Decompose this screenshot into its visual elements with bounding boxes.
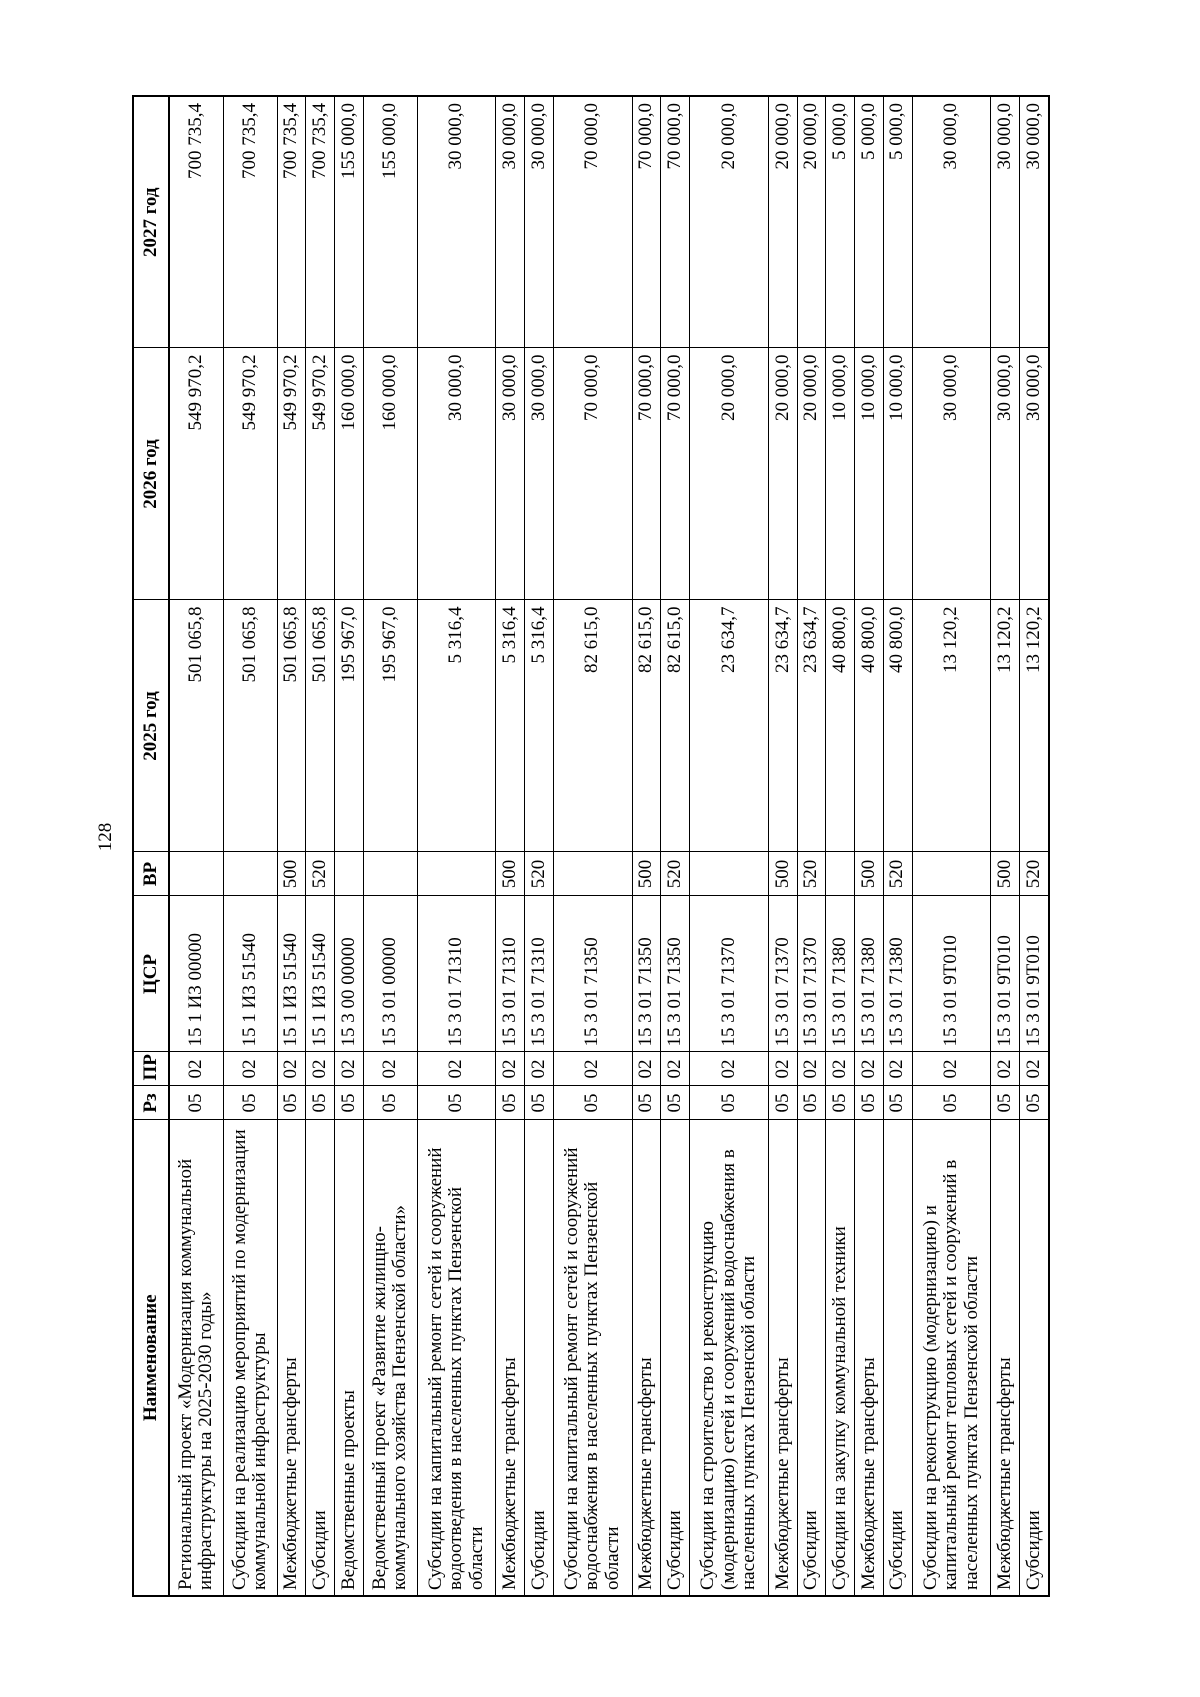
cell-rz: 05 bbox=[855, 1086, 884, 1120]
cell-2025: 13 120,2 bbox=[1020, 600, 1049, 852]
cell-2027: 700 735,4 bbox=[223, 96, 277, 348]
cell-vr bbox=[335, 852, 364, 896]
cell-2027: 155 000,0 bbox=[335, 96, 364, 348]
cell-rz: 05 bbox=[632, 1086, 661, 1120]
cell-2025: 40 800,0 bbox=[855, 600, 884, 852]
cell-rz: 05 bbox=[277, 1086, 306, 1120]
cell-pr: 02 bbox=[169, 1052, 223, 1086]
cell-2027: 155 000,0 bbox=[363, 96, 417, 348]
cell-name: Субсидии на закупку коммунальной техники bbox=[826, 1120, 855, 1596]
cell-vr: 500 bbox=[991, 852, 1020, 896]
cell-2026: 549 970,2 bbox=[223, 348, 277, 600]
cell-name: Субсидии bbox=[883, 1120, 912, 1596]
cell-2027: 700 735,4 bbox=[277, 96, 306, 348]
table-row bbox=[991, 96, 1020, 1596]
cell-name: Региональный проект «Модернизация коммунальной инфраструктуры на 2025-2030 годы» bbox=[169, 1120, 223, 1596]
cell-pr: 02 bbox=[335, 1052, 364, 1086]
cell-csr: 15 3 01 71310 bbox=[496, 896, 525, 1052]
cell-2025: 5 316,4 bbox=[417, 600, 496, 852]
cell-csr: 15 3 00 00000 bbox=[335, 896, 364, 1052]
cell-vr: 520 bbox=[525, 852, 554, 896]
cell-name: Субсидии на реализацию мероприятий по модернизации коммунальной инфраструктуры bbox=[223, 1120, 277, 1596]
cell-vr bbox=[912, 852, 991, 896]
cell-2026: 549 970,2 bbox=[169, 348, 223, 600]
cell-2027: 30 000,0 bbox=[417, 96, 496, 348]
cell-vr: 520 bbox=[1020, 852, 1049, 896]
cell-vr: 520 bbox=[883, 852, 912, 896]
cell-name: Субсидии bbox=[306, 1120, 335, 1596]
cell-2027: 20 000,0 bbox=[797, 96, 826, 348]
cell-2025: 13 120,2 bbox=[912, 600, 991, 852]
cell-rz: 05 bbox=[525, 1086, 554, 1120]
cell-csr: 15 1 И3 00000 bbox=[169, 896, 223, 1052]
cell-csr: 15 3 01 71370 bbox=[768, 896, 797, 1052]
cell-name: Межбюджетные трансферты bbox=[991, 1120, 1020, 1596]
cell-pr: 02 bbox=[991, 1052, 1020, 1086]
cell-csr: 15 3 01 71310 bbox=[417, 896, 496, 1052]
cell-2025: 5 316,4 bbox=[496, 600, 525, 852]
cell-pr: 02 bbox=[768, 1052, 797, 1086]
cell-rz: 05 bbox=[335, 1086, 364, 1120]
cell-2025: 195 967,0 bbox=[363, 600, 417, 852]
cell-rz: 05 bbox=[1020, 1086, 1049, 1120]
cell-2026: 549 970,2 bbox=[277, 348, 306, 600]
cell-name: Субсидии bbox=[1020, 1120, 1049, 1596]
cell-rz: 05 bbox=[661, 1086, 690, 1120]
cell-csr: 15 1 И3 51540 bbox=[277, 896, 306, 1052]
cell-2027: 20 000,0 bbox=[690, 96, 769, 348]
cell-pr: 02 bbox=[223, 1052, 277, 1086]
cell-name: Ведомственный проект «Развитие жилищно-коммунального хозяйства Пензенской области» bbox=[363, 1120, 417, 1596]
column-header-csr: ЦСР bbox=[133, 896, 169, 1052]
cell-name: Межбюджетные трансферты bbox=[768, 1120, 797, 1596]
cell-vr bbox=[553, 852, 632, 896]
table-row bbox=[335, 96, 364, 1596]
cell-csr: 15 3 01 9Т010 bbox=[991, 896, 1020, 1052]
cell-csr: 15 3 01 00000 bbox=[363, 896, 417, 1052]
table-row bbox=[363, 96, 417, 1596]
cell-2027: 5 000,0 bbox=[826, 96, 855, 348]
cell-name: Субсидии на реконструкцию (модернизацию) и капитальный ремонт тепловых сетей и сооружений в населенных пунктах Пензенской области bbox=[912, 1120, 991, 1596]
table-row bbox=[1020, 96, 1049, 1596]
cell-2025: 501 065,8 bbox=[223, 600, 277, 852]
cell-pr: 02 bbox=[883, 1052, 912, 1086]
cell-rz: 05 bbox=[553, 1086, 632, 1120]
cell-rz: 05 bbox=[417, 1086, 496, 1120]
cell-pr: 02 bbox=[855, 1052, 884, 1086]
cell-csr: 15 3 01 9Т010 bbox=[1020, 896, 1049, 1052]
cell-2027: 700 735,4 bbox=[169, 96, 223, 348]
table-row bbox=[768, 96, 797, 1596]
cell-2025: 13 120,2 bbox=[991, 600, 1020, 852]
cell-vr: 520 bbox=[797, 852, 826, 896]
budget-table-container bbox=[132, 97, 1050, 1597]
cell-name: Субсидии bbox=[661, 1120, 690, 1596]
cell-rz: 05 bbox=[496, 1086, 525, 1120]
cell-2027: 70 000,0 bbox=[553, 96, 632, 348]
column-header-pr: ПР bbox=[133, 1052, 169, 1086]
cell-2027: 5 000,0 bbox=[883, 96, 912, 348]
cell-2027: 30 000,0 bbox=[991, 96, 1020, 348]
table-row bbox=[277, 96, 306, 1596]
table-row bbox=[855, 96, 884, 1596]
table-row bbox=[417, 96, 496, 1596]
cell-2025: 23 634,7 bbox=[768, 600, 797, 852]
cell-pr: 02 bbox=[1020, 1052, 1049, 1086]
cell-2026: 30 000,0 bbox=[417, 348, 496, 600]
cell-2025: 501 065,8 bbox=[277, 600, 306, 852]
table-row bbox=[525, 96, 554, 1596]
column-header-2025: 2025 год bbox=[133, 600, 169, 852]
cell-name: Субсидии на строительство и реконструкцию (модернизацию) сетей и сооружений водоснабжения в населенных пунктах Пензенской области bbox=[690, 1120, 769, 1596]
cell-csr: 15 3 01 71380 bbox=[883, 896, 912, 1052]
cell-2026: 160 000,0 bbox=[363, 348, 417, 600]
table-row bbox=[553, 96, 632, 1596]
cell-name: Межбюджетные трансферты bbox=[496, 1120, 525, 1596]
cell-pr: 02 bbox=[496, 1052, 525, 1086]
cell-2026: 30 000,0 bbox=[525, 348, 554, 600]
cell-rz: 05 bbox=[991, 1086, 1020, 1120]
cell-2025: 23 634,7 bbox=[797, 600, 826, 852]
cell-pr: 02 bbox=[417, 1052, 496, 1086]
cell-2027: 30 000,0 bbox=[496, 96, 525, 348]
cell-vr bbox=[826, 852, 855, 896]
cell-rz: 05 bbox=[883, 1086, 912, 1120]
cell-pr: 02 bbox=[690, 1052, 769, 1086]
table-row bbox=[797, 96, 826, 1596]
budget-table bbox=[132, 95, 1050, 1597]
cell-rz: 05 bbox=[690, 1086, 769, 1120]
cell-2026: 30 000,0 bbox=[1020, 348, 1049, 600]
cell-2025: 82 615,0 bbox=[632, 600, 661, 852]
cell-vr bbox=[690, 852, 769, 896]
cell-pr: 02 bbox=[632, 1052, 661, 1086]
cell-rz: 05 bbox=[363, 1086, 417, 1120]
cell-rz: 05 bbox=[306, 1086, 335, 1120]
cell-csr: 15 1 И3 51540 bbox=[306, 896, 335, 1052]
cell-rz: 05 bbox=[223, 1086, 277, 1120]
cell-pr: 02 bbox=[363, 1052, 417, 1086]
cell-pr: 02 bbox=[661, 1052, 690, 1086]
cell-pr: 02 bbox=[553, 1052, 632, 1086]
cell-csr: 15 3 01 71350 bbox=[553, 896, 632, 1052]
page-number: 128 bbox=[95, 822, 116, 852]
cell-2026: 549 970,2 bbox=[306, 348, 335, 600]
cell-2025: 501 065,8 bbox=[169, 600, 223, 852]
cell-2026: 10 000,0 bbox=[883, 348, 912, 600]
cell-2025: 40 800,0 bbox=[826, 600, 855, 852]
column-header-2027: 2027 год bbox=[133, 96, 169, 348]
cell-2026: 20 000,0 bbox=[797, 348, 826, 600]
cell-name: Субсидии на капитальный ремонт сетей и сооружений водоотведения в населенных пунктах Пензенской области bbox=[417, 1120, 496, 1596]
cell-2026: 10 000,0 bbox=[826, 348, 855, 600]
cell-2026: 160 000,0 bbox=[335, 348, 364, 600]
cell-name: Межбюджетные трансферты bbox=[632, 1120, 661, 1596]
cell-vr: 520 bbox=[661, 852, 690, 896]
cell-rz: 05 bbox=[797, 1086, 826, 1120]
cell-2027: 20 000,0 bbox=[768, 96, 797, 348]
cell-2026: 10 000,0 bbox=[855, 348, 884, 600]
cell-vr: 500 bbox=[277, 852, 306, 896]
cell-rz: 05 bbox=[768, 1086, 797, 1120]
cell-vr: 500 bbox=[855, 852, 884, 896]
cell-csr: 15 3 01 71380 bbox=[855, 896, 884, 1052]
cell-2026: 30 000,0 bbox=[991, 348, 1020, 600]
table-body bbox=[169, 96, 1049, 1596]
cell-2025: 501 065,8 bbox=[306, 600, 335, 852]
table-row bbox=[632, 96, 661, 1596]
column-header-vr: ВР bbox=[133, 852, 169, 896]
cell-csr: 15 3 01 71370 bbox=[797, 896, 826, 1052]
cell-2026: 30 000,0 bbox=[912, 348, 991, 600]
cell-vr bbox=[223, 852, 277, 896]
cell-vr: 500 bbox=[496, 852, 525, 896]
cell-vr: 520 bbox=[306, 852, 335, 896]
cell-pr: 02 bbox=[826, 1052, 855, 1086]
cell-2027: 70 000,0 bbox=[632, 96, 661, 348]
cell-csr: 15 3 01 71370 bbox=[690, 896, 769, 1052]
table-row bbox=[912, 96, 991, 1596]
cell-2025: 5 316,4 bbox=[525, 600, 554, 852]
cell-2025: 40 800,0 bbox=[883, 600, 912, 852]
cell-rz: 05 bbox=[912, 1086, 991, 1120]
cell-name: Межбюджетные трансферты bbox=[277, 1120, 306, 1596]
cell-name: Ведомственные проекты bbox=[335, 1120, 364, 1596]
cell-2027: 700 735,4 bbox=[306, 96, 335, 348]
cell-2025: 23 634,7 bbox=[690, 600, 769, 852]
cell-2026: 70 000,0 bbox=[553, 348, 632, 600]
cell-csr: 15 3 01 71350 bbox=[632, 896, 661, 1052]
cell-csr: 15 3 01 71310 bbox=[525, 896, 554, 1052]
cell-pr: 02 bbox=[797, 1052, 826, 1086]
cell-2026: 30 000,0 bbox=[496, 348, 525, 600]
cell-2026: 20 000,0 bbox=[690, 348, 769, 600]
cell-vr bbox=[363, 852, 417, 896]
table-row bbox=[690, 96, 769, 1596]
cell-csr: 15 3 01 71380 bbox=[826, 896, 855, 1052]
table-header-row bbox=[133, 96, 169, 1596]
table-row bbox=[496, 96, 525, 1596]
cell-rz: 05 bbox=[169, 1086, 223, 1120]
cell-csr: 15 3 01 71350 bbox=[661, 896, 690, 1052]
cell-rz: 05 bbox=[826, 1086, 855, 1120]
cell-2026: 70 000,0 bbox=[632, 348, 661, 600]
cell-pr: 02 bbox=[525, 1052, 554, 1086]
cell-name: Субсидии bbox=[797, 1120, 826, 1596]
table-row bbox=[883, 96, 912, 1596]
cell-2027: 70 000,0 bbox=[661, 96, 690, 348]
cell-name: Межбюджетные трансферты bbox=[855, 1120, 884, 1596]
cell-2025: 82 615,0 bbox=[661, 600, 690, 852]
cell-vr bbox=[169, 852, 223, 896]
cell-2027: 30 000,0 bbox=[1020, 96, 1049, 348]
cell-pr: 02 bbox=[306, 1052, 335, 1086]
cell-csr: 15 1 И3 51540 bbox=[223, 896, 277, 1052]
cell-vr bbox=[417, 852, 496, 896]
cell-csr: 15 3 01 9Т010 bbox=[912, 896, 991, 1052]
cell-pr: 02 bbox=[277, 1052, 306, 1086]
column-header-2026: 2026 год bbox=[133, 348, 169, 600]
table-row bbox=[826, 96, 855, 1596]
table-row bbox=[661, 96, 690, 1596]
cell-2027: 5 000,0 bbox=[855, 96, 884, 348]
cell-vr: 500 bbox=[632, 852, 661, 896]
table-row bbox=[169, 96, 223, 1596]
column-header-rz: Рз bbox=[133, 1086, 169, 1120]
cell-name: Субсидии на капитальный ремонт сетей и сооружений водоснабжения в населенных пунктах Пензенской области bbox=[553, 1120, 632, 1596]
table-row bbox=[306, 96, 335, 1596]
cell-2025: 195 967,0 bbox=[335, 600, 364, 852]
cell-2027: 30 000,0 bbox=[912, 96, 991, 348]
table-row bbox=[223, 96, 277, 1596]
cell-vr: 500 bbox=[768, 852, 797, 896]
cell-pr: 02 bbox=[912, 1052, 991, 1086]
cell-2026: 70 000,0 bbox=[661, 348, 690, 600]
cell-2026: 20 000,0 bbox=[768, 348, 797, 600]
column-header-name: Наименование bbox=[133, 1120, 169, 1596]
cell-2027: 30 000,0 bbox=[525, 96, 554, 348]
cell-2025: 82 615,0 bbox=[553, 600, 632, 852]
cell-name: Субсидии bbox=[525, 1120, 554, 1596]
